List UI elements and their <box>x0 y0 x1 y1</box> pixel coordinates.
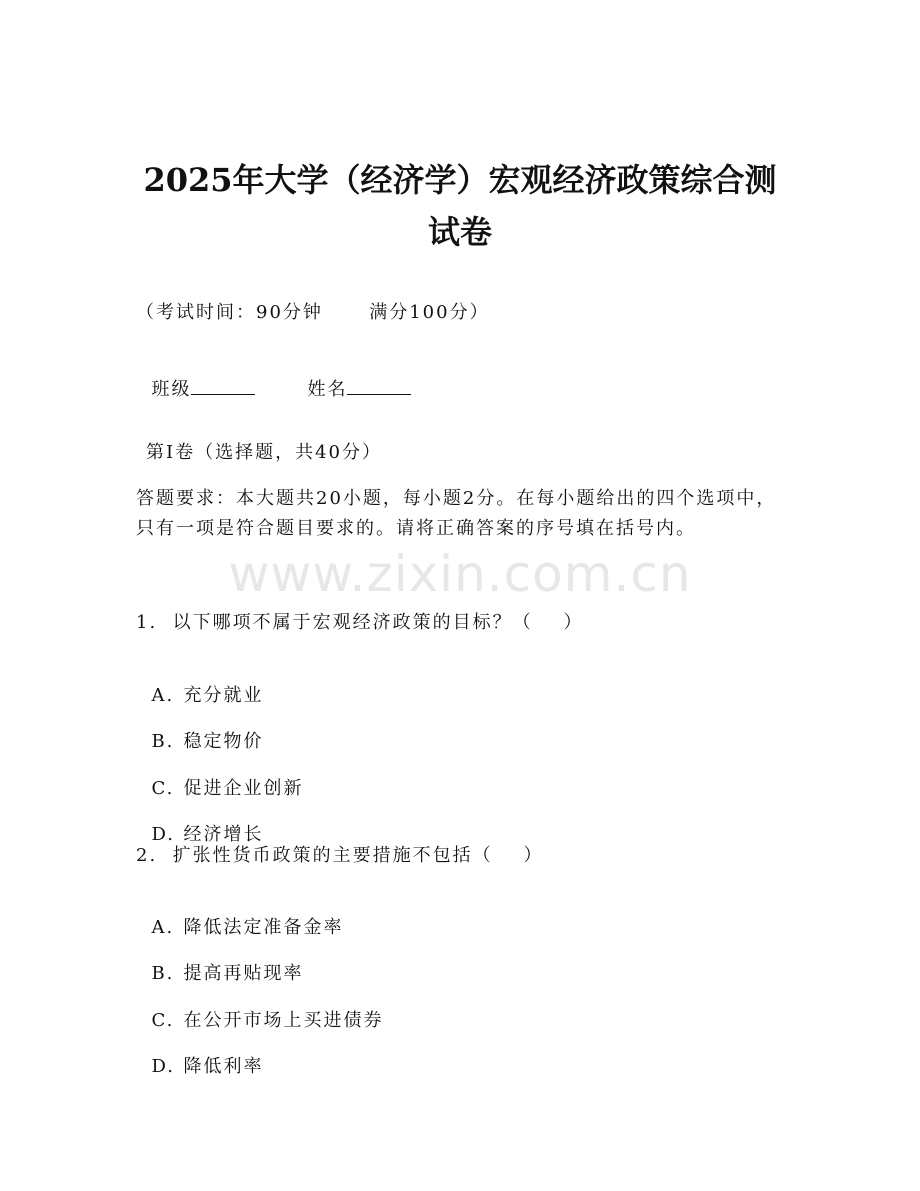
question-2-stem: 2. 扩张性货币政策的主要措施不包括（ ） <box>136 845 544 866</box>
name-label: 姓名 <box>307 379 348 400</box>
option-text: 提高再贴现率 <box>183 963 304 984</box>
instructions: 答题要求：本大题共20小题，每小题2分。在每小题给出的四个选项中，只有一项是符合题目要求的。请将正确答案的序号填在括号内。 <box>136 488 777 539</box>
class-blank[interactable] <box>191 376 255 395</box>
question-2-option-b[interactable] <box>136 935 303 987</box>
question-2-option-c[interactable] <box>136 982 383 1034</box>
class-label: 班级 <box>151 379 192 400</box>
option-letter: C. <box>151 778 175 799</box>
option-letter: B. <box>151 731 175 752</box>
question-1-option-c[interactable] <box>136 750 303 802</box>
watermark: www.zixin.com.cn <box>228 545 692 603</box>
document-title <box>0 154 920 258</box>
option-text: 降低法定准备金率 <box>183 917 344 938</box>
option-letter: A. <box>151 917 175 938</box>
option-text: 经济增长 <box>183 824 264 845</box>
option-text: 充分就业 <box>183 685 264 706</box>
option-text: 在公开市场上买进债券 <box>183 1010 384 1031</box>
question-2-option-d[interactable] <box>136 1028 263 1080</box>
exam-info: （考试时间：90分钟 满分100分） <box>136 302 490 323</box>
question-1-option-b[interactable] <box>136 703 263 755</box>
option-letter: D. <box>151 1056 175 1077</box>
option-letter: C. <box>151 1010 175 1031</box>
title-line-1: 2025年大学（经济学）宏观经济政策综合测 <box>143 161 777 199</box>
option-letter: D. <box>151 824 175 845</box>
question-2-option-a[interactable] <box>136 889 343 941</box>
question-1-option-a[interactable] <box>136 657 263 709</box>
name-blank[interactable] <box>347 376 411 395</box>
title-line-2: 试卷 <box>427 213 492 251</box>
option-letter: B. <box>151 963 175 984</box>
option-text: 降低利率 <box>183 1056 264 1077</box>
option-text: 稳定物价 <box>183 731 264 752</box>
section-title: 第I卷（选择题，共40分） <box>146 442 383 463</box>
option-text: 促进企业创新 <box>183 778 304 799</box>
question-1-stem: 1. 以下哪项不属于宏观经济政策的目标？（ ） <box>136 612 584 633</box>
question-1-option-d[interactable] <box>136 796 263 848</box>
student-info-row <box>136 350 411 403</box>
option-letter: A. <box>151 685 175 706</box>
